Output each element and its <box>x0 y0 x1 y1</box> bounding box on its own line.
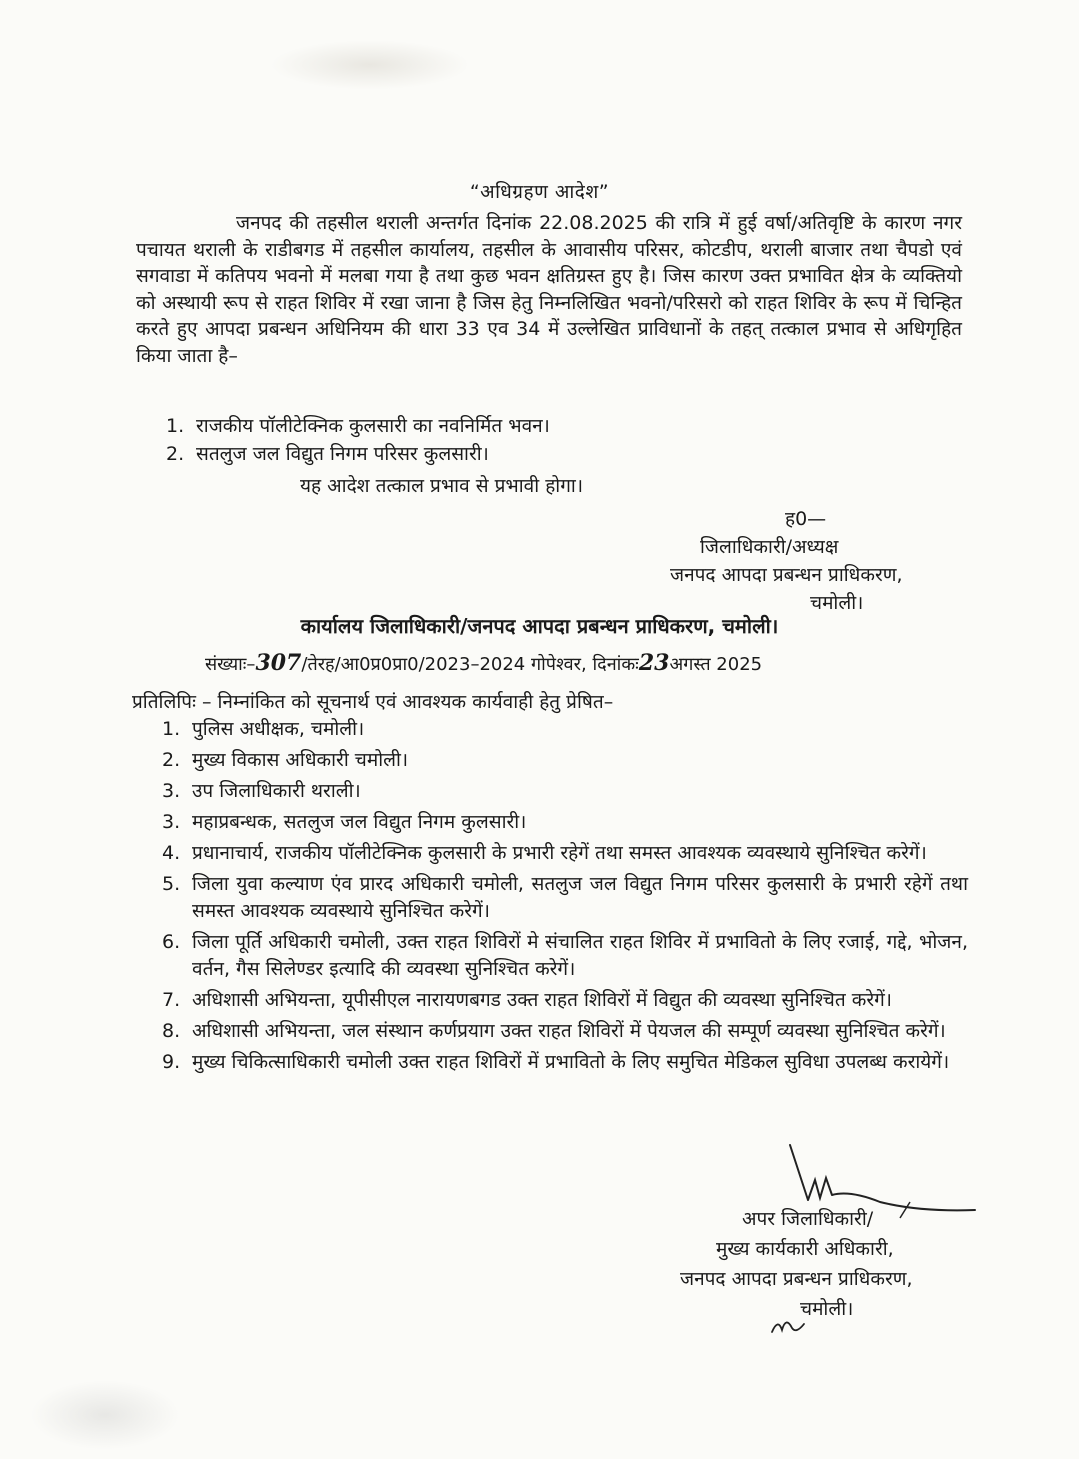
dm-designation: जिलाधिकारी/अध्यक्ष <box>700 536 839 558</box>
list-item: 7. अधिशासी अभियन्ता, यूपीसीएल नारायणबगड उक्त राहत शिविरों में विद्युत की व्यवस्था सुनिश्चित करेगें। <box>162 989 893 1011</box>
adm-authority: जनपद आपदा प्रबन्धन प्राधिकरण, <box>680 1268 913 1290</box>
scan-smudge <box>30 1380 180 1450</box>
list-item: 9. मुख्य चिकित्साधिकारी चमोली उक्त राहत शिविरों में प्रभावितो के लिए समुचित मेडिकल सुविधा उपलब्ध करायेगें। <box>162 1051 950 1073</box>
reference-line: संख्याः–307/तेरह/आ0प्र0प्रा0/2023–2024 गोपेश्वर, दिनांकः23अगस्त 2025 <box>205 650 763 676</box>
list-item: 3. उप जिलाधिकारी थराली। <box>162 780 361 802</box>
reference-number: 307 <box>255 650 302 676</box>
handwritten-initial <box>768 1310 808 1340</box>
list-item: 6. जिला पूर्ति अधिकारी चमोली, उक्त राहत शिविरों मे संचालित राहत शिविर में प्रभावितो के लिए रजाई, गद्दे, भोजन, वर्तन, गैस सिलेण्डर इत्यादि की व्यवस्था सुनिश्चित करेगें। <box>162 931 968 980</box>
signature-block-dm <box>670 505 903 617</box>
list-item: 4. प्रधानाचार्य, राजकीय पॉलीटेक्निक कुलसारी के प्रभारी रहेगें तथा समस्त आवश्यक व्यवस्थाये सुनिश्चित करेगें। <box>162 842 927 864</box>
signed-mark: ह0— <box>785 508 827 530</box>
buildings-list <box>166 412 946 468</box>
adm-role: मुख्य कार्यकारी अधिकारी, <box>716 1238 894 1260</box>
list-item: 2. सतलुज जल विद्युत निगम परिसर कुलसारी। <box>166 443 489 465</box>
adm-designation: अपर जिलाधिकारी/ <box>742 1208 874 1230</box>
office-heading: कार्यालय जिलाधिकारी/जनपद आपदा प्रबन्धन प्राधिकरण, चमोली। <box>300 614 779 638</box>
effect-line: यह आदेश तत्काल प्रभाव से प्रभावी होगा। <box>300 475 584 497</box>
list-item: 1. राजकीय पॉलीटेक्निक कुलसारी का नवनिर्मित भवन। <box>166 415 550 437</box>
scan-smudge <box>270 40 470 90</box>
list-item: 5. जिला युवा कल्याण एंव प्रारद अधिकारी चमोली, सतलुज जल विद्युत निगम परिसर कुलसारी के प्रभारी रहेगें तथा समस्त आवश्यक व्यवस्थाये सुनिश्चित करेगें। <box>162 873 968 922</box>
adm-place: चमोली। <box>800 1298 854 1320</box>
dm-authority: जनपद आपदा प्रबन्धन प्राधिकरण, <box>670 564 903 586</box>
order-title: “अधिग्रहण आदेश” <box>469 181 610 203</box>
list-item: 8. अधिशासी अभियन्ता, जल संस्थान कर्णप्रयाग उक्त राहत शिविरों में पेयजल की सम्पूर्ण व्यवस्था सुनिश्चित करेगें। <box>162 1020 946 1042</box>
list-item: 1. पुलिस अधीक्षक, चमोली। <box>162 718 365 740</box>
copy-to-line: प्रतिलिपिः – निम्नांकित को सूचनार्थ एवं आवश्यक कार्यवाही हेतु प्रेषित– <box>132 691 614 713</box>
reference-day: 23 <box>638 650 670 676</box>
order-paragraph: जनपद की तहसील थराली अन्तर्गत दिनांक 22.08.2025 की रात्रि में हुई वर्षा/अतिवृष्टि के कारण नगर पचायत थराली के राडीबगड में तहसील कार्यालय, तहसील के आवासीय परिसर, कोटडीप, थराली बाजार तथा चैपडो एवं सगवाडा में कतिपय भवनो में मलबा गया है तथा कुछ भवन क्षतिग्रस्त हुए है। जिस कारण उक्त प्रभावित क्षेत्र के व्यक्तियो को अस्थायी रूप से राहत शिविर में रखा जाना है जिस हेतु निम्नलिखित भवनो/परिसरो को राहत शिविर के रूप में चिन्हित करते हुए आपदा प्रबन्धन अधिनियम की धारा 33 एव 34 में उल्लेखित प्राविधानों के तहत् तत्काल प्रभाव से अधिगृहित किया जाता है– <box>136 212 962 367</box>
dm-place: चमोली। <box>810 592 864 614</box>
recipients-list <box>162 716 968 1080</box>
list-item: 3. महाप्रबन्धक, सतलुज जल विद्युत निगम कुलसारी। <box>162 811 527 833</box>
list-item: 2. मुख्य विकास अधिकारी चमोली। <box>162 749 409 771</box>
